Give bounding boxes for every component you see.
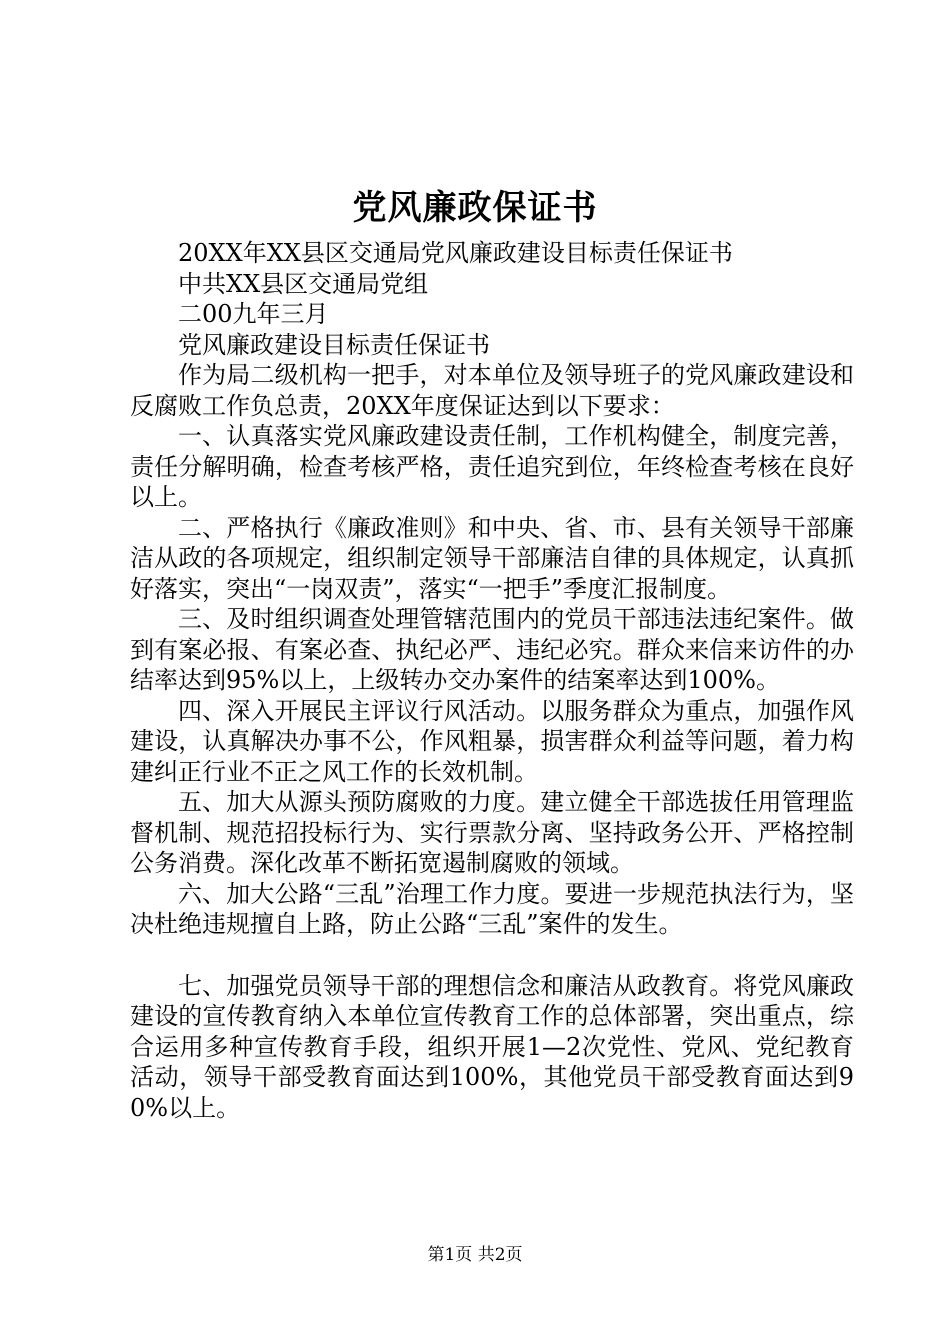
- paragraph-item-1: 一、认真落实党风廉政建设责任制，工作机构健全，制度完善，责任分解明确，检查考核严格，责任追究到位，年终检查考核在良好以上。: [130, 422, 854, 511]
- paragraph-issuer: 中共XX县区交通局党组: [178, 269, 429, 298]
- paragraph-item-2: 二、严格执行《廉政准则》和中央、省、市、县有关领导干部廉洁从政的各项规定，组织制定领导干部廉洁自律的具体规定，认真抓好落实，突出“一岗双责”，落实“一把手”季度汇报制度。: [130, 513, 854, 603]
- paragraph-item-7: 七、加强党员领导干部的理想信念和廉洁从政教育。将党风廉政建设的宣传教育纳入本单位宣传教育工作的总体部署，突出重点，综合运用多种宣传教育手段，组织开展1—2次党性、党风、党纪教育活动，领导干部受教育面达到100%，其他党员干部受教育面达到90%以上。: [130, 971, 854, 1122]
- paragraph-intro: 作为局二级机构一把手，对本单位及领导班子的党风廉政建设和反腐败工作负总责，20XX年度保证达到以下要求：: [130, 361, 854, 420]
- document-title: 党风廉政保证书: [352, 188, 598, 228]
- paragraph-subtitle: 党风廉政建设目标责任保证书: [178, 330, 490, 359]
- page-number: 第1页 共2页: [427, 1245, 523, 1265]
- paragraph-item-6: 六、加大公路“三乱”治理工作力度。要进一步规范执法行为，坚决杜绝违规擅自上路，防止公路“三乱”案件的发生。: [130, 879, 854, 938]
- document-body: [130, 238, 854, 1123]
- paragraph-item-5: 五、加大从源头预防腐败的力度。建立健全干部选拔任用管理监督机制、规范招投标行为、实行票款分离、坚持政务公开、严格控制公务消费。深化改革不断拓宽遏制腐败的领域。: [130, 788, 854, 877]
- paragraph-item-4: 四、深入开展民主评议行风活动。以服务群众为重点，加强作风建设，认真解决办事不公，作风粗暴，损害群众利益等问题，着力构建纠正行业不正之风工作的长效机制。: [130, 696, 854, 786]
- paragraph-date: 二00九年三月: [178, 300, 329, 328]
- paragraph-item-3: 三、及时组织调查处理管辖范围内的党员干部违法违纪案件。做到有案必报、有案必查、执纪必严、违纪必究。群众来信来访件的办结率达到95%以上，上级转办交办案件的结案率达到100%。: [130, 605, 854, 694]
- paragraph-heading-line: 20XX年XX县区交通局党风廉政建设目标责任保证书: [178, 239, 733, 267]
